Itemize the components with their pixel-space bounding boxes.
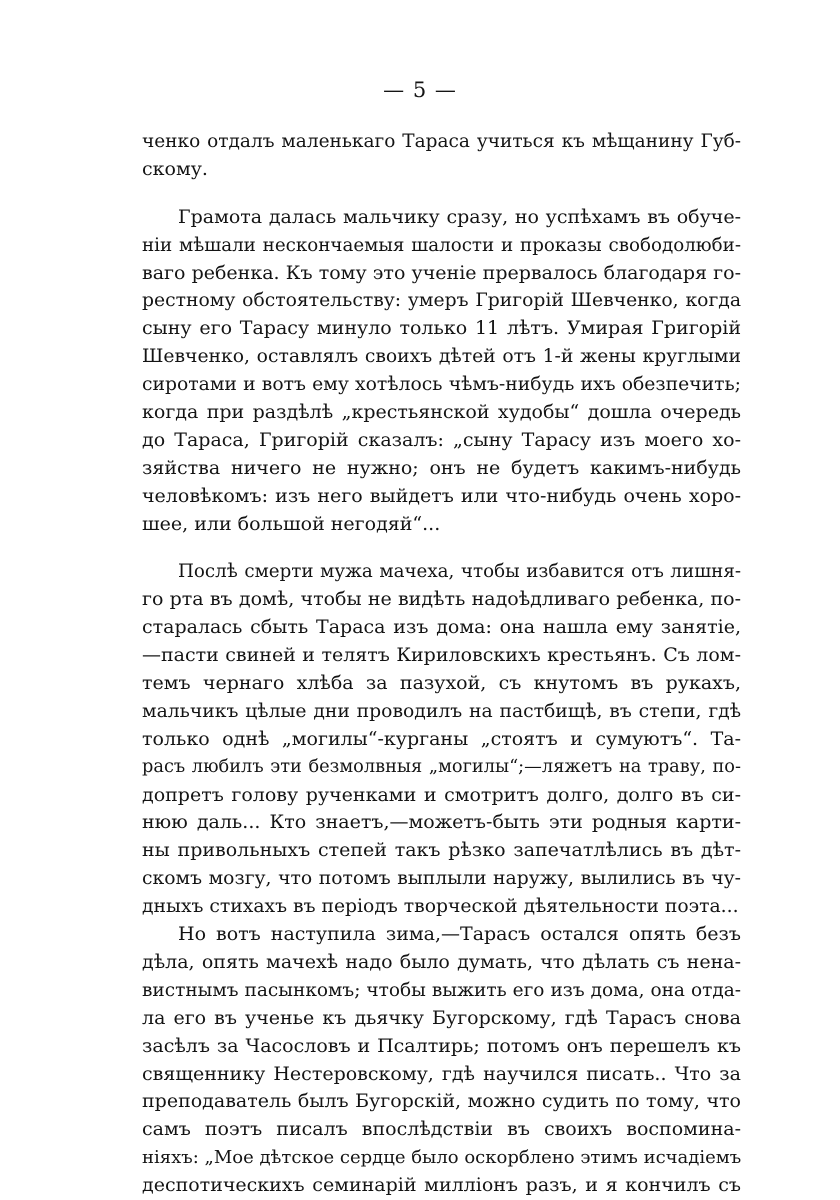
paragraph-gap: [142, 538, 741, 558]
text-line: деспотическихъ семинарiй миллiонъ разъ, и я кончилъ съ: [142, 1174, 741, 1197]
text-line: зяйства ничего не нужно; онъ не будетъ какимъ-нибудь: [142, 456, 741, 479]
text-line: Шевченко, оставлялъ своихъ дѣтей отъ 1-й жены круглыми: [142, 346, 741, 368]
text-line: только однѣ „могилы“-курганы „стоятъ и сумуютъ“. Та-: [142, 727, 741, 750]
text-line: старалась сбыть Тараса изъ дома: она нашла ему занятiе,: [142, 616, 741, 639]
text-line: шее, или большой негодяй“...: [142, 512, 441, 535]
page-number: — 5 —: [383, 78, 457, 102]
text-line: ченко отдалъ маленькаго Тараса учиться къ мѣщанину Губ-: [142, 131, 741, 152]
text-line: мальчикъ цѣлые дни проводилъ на пастбищѣ, въ степи, гдѣ: [142, 700, 741, 722]
text-line: допретъ голову рученками и смотритъ долго, долго въ си-: [142, 783, 741, 806]
text-line: вистнымъ пасынкомъ; чтобы выжить его изъ дома, она отда-: [142, 979, 741, 1001]
text-line: засѣлъ за Часословъ и Псалтирь; потомъ онъ перешелъ къ: [142, 1034, 741, 1057]
text-line: преподаватель былъ Бугорскiй, можно судить по тому, что: [142, 1090, 741, 1113]
text-line: рестному обстоятельству: умеръ Григорiй Шевченко, когда: [142, 290, 741, 312]
text-line: расъ любилъ эти безмолвныя „могилы“;—ляжетъ на траву, по-: [142, 756, 741, 777]
text-line: —пасти свиней и телятъ Кириловскихъ крестьянъ. Съ лом-: [142, 644, 741, 667]
text-line: ваго ребенка. Къ тому это ученiе прервалось благодаря го-: [142, 261, 741, 284]
text-line: Грамота далась мальчику сразу, но успѣхамъ въ обуче-: [178, 205, 741, 228]
paragraph-gap: [142, 184, 741, 204]
text-line: ла его въ ученье къ дьячку Бугорскому, гдѣ Тарасъ снова: [142, 1006, 741, 1029]
text-line: го рта въ домѣ, чтобы не видѣть надоѣдливаго ребенка, по-: [142, 588, 741, 611]
text-line: нюю даль... Кто знаетъ,—можетъ-быть эти родныя карти-: [142, 811, 741, 834]
text-line: сиротами и вотъ ему хотѣлось чѣмъ-нибудь ихъ обезпечить;: [142, 374, 741, 396]
text-line: дныхъ стихахъ въ перiодъ творческой дѣятельности поэта...: [142, 896, 739, 918]
text-line: Послѣ смерти мужа мачеха, чтобы избавится отъ лишня-: [178, 561, 741, 583]
text-line: скомъ мозгу, что потомъ выплыли наружу, вылились въ чу-: [142, 868, 741, 890]
text-line: до Тараса, Григорiй сказалъ: „сыну Тарасу изъ моего хо-: [142, 428, 741, 451]
text-line: самъ поэтъ писалъ впослѣдствiи въ своихъ воспомина-: [142, 1118, 741, 1141]
page-body: [142, 128, 741, 1200]
text-line: нiяхъ: „Мое дѣтское сердце было оскорблено этимъ исчадiемъ: [142, 1147, 741, 1169]
text-line: темъ чернаго хлѣба за пазухой, съ кнутомъ въ рукахъ,: [142, 672, 741, 695]
text-line: нiи мѣшали нескончаемыя шалости и проказы свободолюби-: [142, 234, 741, 256]
text-line: ны привольныхъ степей такъ рѣзко запечатлѣлись въ дѣт-: [142, 839, 741, 862]
text-line: скому.: [142, 157, 208, 180]
text-line: человѣкомъ: изъ него выйдетъ или что-нибудь очень хоро-: [142, 484, 741, 507]
text-line: когда при раздѣлѣ „крестьянской худобы“ дошла очередь: [142, 401, 741, 424]
text-line: дѣла, опять мачехѣ надо было думать, что дѣлать съ нена-: [142, 950, 741, 973]
text-line: Но вотъ наступила зима,—Тарасъ остался опять безъ: [178, 923, 741, 946]
text-line: сыну его Тарасу минуло только 11 лѣтъ. Умирая Григорiй: [142, 317, 741, 340]
text-line: священнику Нестеровскому, гдѣ научился писать.. Что за: [142, 1062, 741, 1085]
